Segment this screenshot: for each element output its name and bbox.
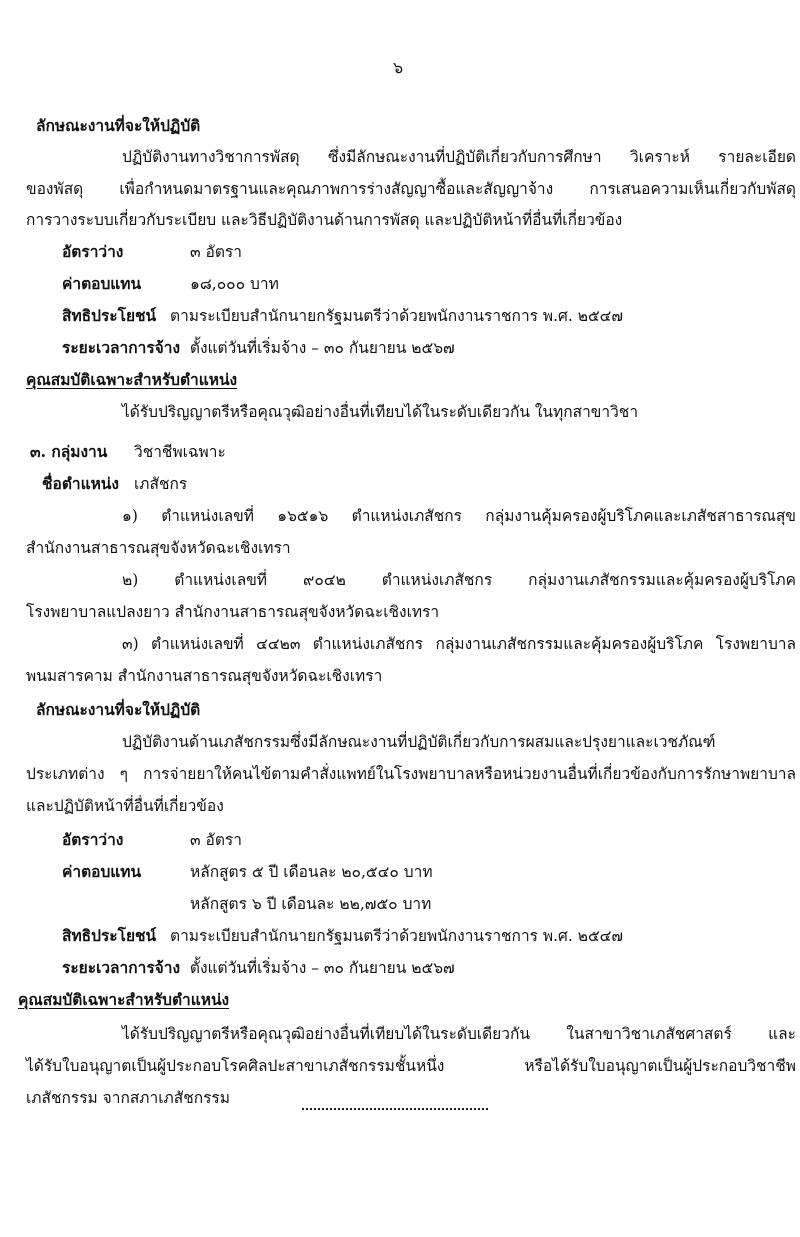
- section1-vacancy-row: [62, 243, 242, 262]
- section1-benefit-value: ตามระเบียบสำนักนายกรัฐมนตรีว่าด้วยพนักงานราชการ พ.ศ. ๒๕๔๗: [170, 307, 624, 325]
- section2-benefit-row: [62, 927, 623, 946]
- section2-period-label: ระยะเวลาการจ้าง: [62, 958, 181, 977]
- section2-duties-heading: ลักษณะงานที่จะให้ปฏิบัติ: [36, 700, 201, 719]
- section1-qualification-heading: คุณสมบัติเฉพาะสำหรับตำแหน่ง: [26, 370, 238, 389]
- section1-benefit-row: [62, 307, 623, 326]
- section2-position-label: ชื่อตำแหน่ง: [42, 474, 119, 493]
- section2-position-item-1-line-2: สำนักงานสาธารณสุขจังหวัดฉะเชิงเทรา: [26, 539, 291, 557]
- section1-vacancy-label: อัตราว่าง: [62, 242, 124, 261]
- section2-position-item-3-line-1: ๓) ตำแหน่งเลขที่ ๔๔๒๓ ตำแหน่งเภสัชกร กลุ่มงานเภสัชกรรมและคุ้มครองผู้บริโภค โรงพยาบาล: [122, 635, 796, 653]
- section2-position-item-3-line-2: พนมสารคาม สำนักงานสาธารณสุขจังหวัดฉะเชิงเทรา: [26, 667, 383, 685]
- section1-pay-label: ค่าตอบแทน: [62, 274, 142, 293]
- section2-pay-row: [62, 863, 433, 882]
- section2-vacancy-label: อัตราว่าง: [62, 830, 124, 849]
- page-number: ๖: [393, 58, 404, 77]
- section2-pay-label: ค่าตอบแทน: [62, 862, 142, 881]
- section2-group-label: ๓. กลุ่มงาน: [30, 442, 108, 461]
- section1-pay-value: ๑๘,๐๐๐ บาท: [190, 275, 279, 293]
- section1-duties-line-3: การวางระบบเกี่ยวกับระเบียบ และวิธีปฏิบัติงานด้านการพัสดุ และปฏิบัติหน้าที่อื่นที่เกี่ยวข้อง: [26, 211, 623, 229]
- section1-period-value: ตั้งแต่วันที่เริ่มจ้าง – ๓๐ กันยายน ๒๕๖๗: [189, 339, 455, 357]
- section1-duties-line-2: ของพัสดุ เพื่อกำหนดมาตรฐานและคุณภาพการร่างสัญญาซื้อและสัญญาจ้าง การเสนอความเห็นเกี่ยวกับพัสดุ: [26, 180, 796, 198]
- section1-duties-heading: ลักษณะงานที่จะให้ปฏิบัติ: [36, 116, 201, 135]
- section2-group-row: [30, 443, 226, 462]
- section2-position-item-2-line-1: ๒) ตำแหน่งเลขที่ ๙๐๔๒ ตำแหน่งเภสัชกร กลุ่มงานเภสัชกรรมและคุ้มครองผู้บริโภค: [122, 571, 796, 589]
- section1-period-label: ระยะเวลาการจ้าง: [62, 338, 181, 357]
- section2-position-item-2-line-2: โรงพยาบาลแปลงยาว สำนักงานสาธารณสุขจังหวัดฉะเชิงเทรา: [26, 603, 440, 621]
- section1-benefit-label: สิทธิประโยชน์: [62, 306, 157, 325]
- section2-period-row: [62, 959, 455, 978]
- section2-qualification-heading: คุณสมบัติเฉพาะสำหรับตำแหน่ง: [18, 990, 230, 1009]
- section2-benefit-value: ตามระเบียบสำนักนายกรัฐมนตรีว่าด้วยพนักงานราชการ พ.ศ. ๒๕๔๗: [170, 927, 624, 945]
- section2-position-value: เภสัชกร: [134, 475, 188, 493]
- section1-duties-line-1: ปฏิบัติงานทางวิชาการพัสดุ ซึ่งมีลักษณะงานที่ปฏิบัติเกี่ยวกับการศึกษา วิเคราะห์ รายละเอียด: [122, 148, 796, 166]
- section2-duties-line-1: ปฏิบัติงานด้านเภสัชกรรมซึ่งมีลักษณะงานที่ปฏิบัติเกี่ยวกับการผสมและปรุงยาและเวชภัณฑ์: [122, 733, 716, 751]
- section1-period-row: [62, 339, 455, 358]
- section2-qualification-line-2: ได้รับใบอนุญาตเป็นผู้ประกอบโรคศิลปะสาขาเภสัชกรรมชั้นหนึ่ง หรือได้รับใบอนุญาตเป็นผู้ประกอบวิชาชีพ: [26, 1057, 796, 1075]
- end-dotted-separator: [302, 1108, 488, 1110]
- section2-position-item-1-line-1: ๑) ตำแหน่งเลขที่ ๑๖๕๑๖ ตำแหน่งเภสัชกร กลุ่มงานคุ้มครองผู้บริโภคและเภสัชสาธารณสุข: [122, 507, 796, 525]
- section2-pay-value-2: หลักสูตร ๖ ปี เดือนละ ๒๒,๗๕๐ บาท: [190, 895, 432, 913]
- section2-benefit-label: สิทธิประโยชน์: [62, 926, 157, 945]
- section2-group-value: วิชาชีพเฉพาะ: [134, 443, 226, 461]
- section2-qualification-line-3: เภสัชกรรม จากสภาเภสัชกรรม: [26, 1089, 230, 1107]
- section1-qualification-line: ได้รับปริญญาตรีหรือคุณวุฒิอย่างอื่นที่เทียบได้ในระดับเดียวกัน ในทุกสาขาวิชา: [122, 403, 639, 421]
- section2-qualification-line-1: ได้รับปริญญาตรีหรือคุณวุฒิอย่างอื่นที่เทียบได้ในระดับเดียวกัน ในสาขาวิชาเภสัชศาสตร์ และ: [122, 1025, 796, 1043]
- section2-position-row: [42, 475, 187, 494]
- section2-pay-value-1: หลักสูตร ๕ ปี เดือนละ ๒๐,๕๔๐ บาท: [190, 863, 433, 881]
- section1-vacancy-value: ๓ อัตรา: [190, 243, 242, 261]
- section2-duties-line-3: และปฏิบัติหน้าที่อื่นที่เกี่ยวข้อง: [26, 797, 224, 815]
- section1-pay-row: [62, 275, 279, 294]
- section2-duties-line-2: ประเภทต่าง ๆ การจ่ายยาให้คนไข้ตามคำสั่งแพทย์ในโรงพยาบาลหรือหน่วยงานอื่นที่เกี่ยวข้องกับการรักษาพยาบาล: [26, 765, 796, 783]
- section2-vacancy-row: [62, 831, 242, 850]
- section2-vacancy-value: ๓ อัตรา: [190, 831, 242, 849]
- section2-period-value: ตั้งแต่วันที่เริ่มจ้าง – ๓๐ กันยายน ๒๕๖๗: [189, 959, 455, 977]
